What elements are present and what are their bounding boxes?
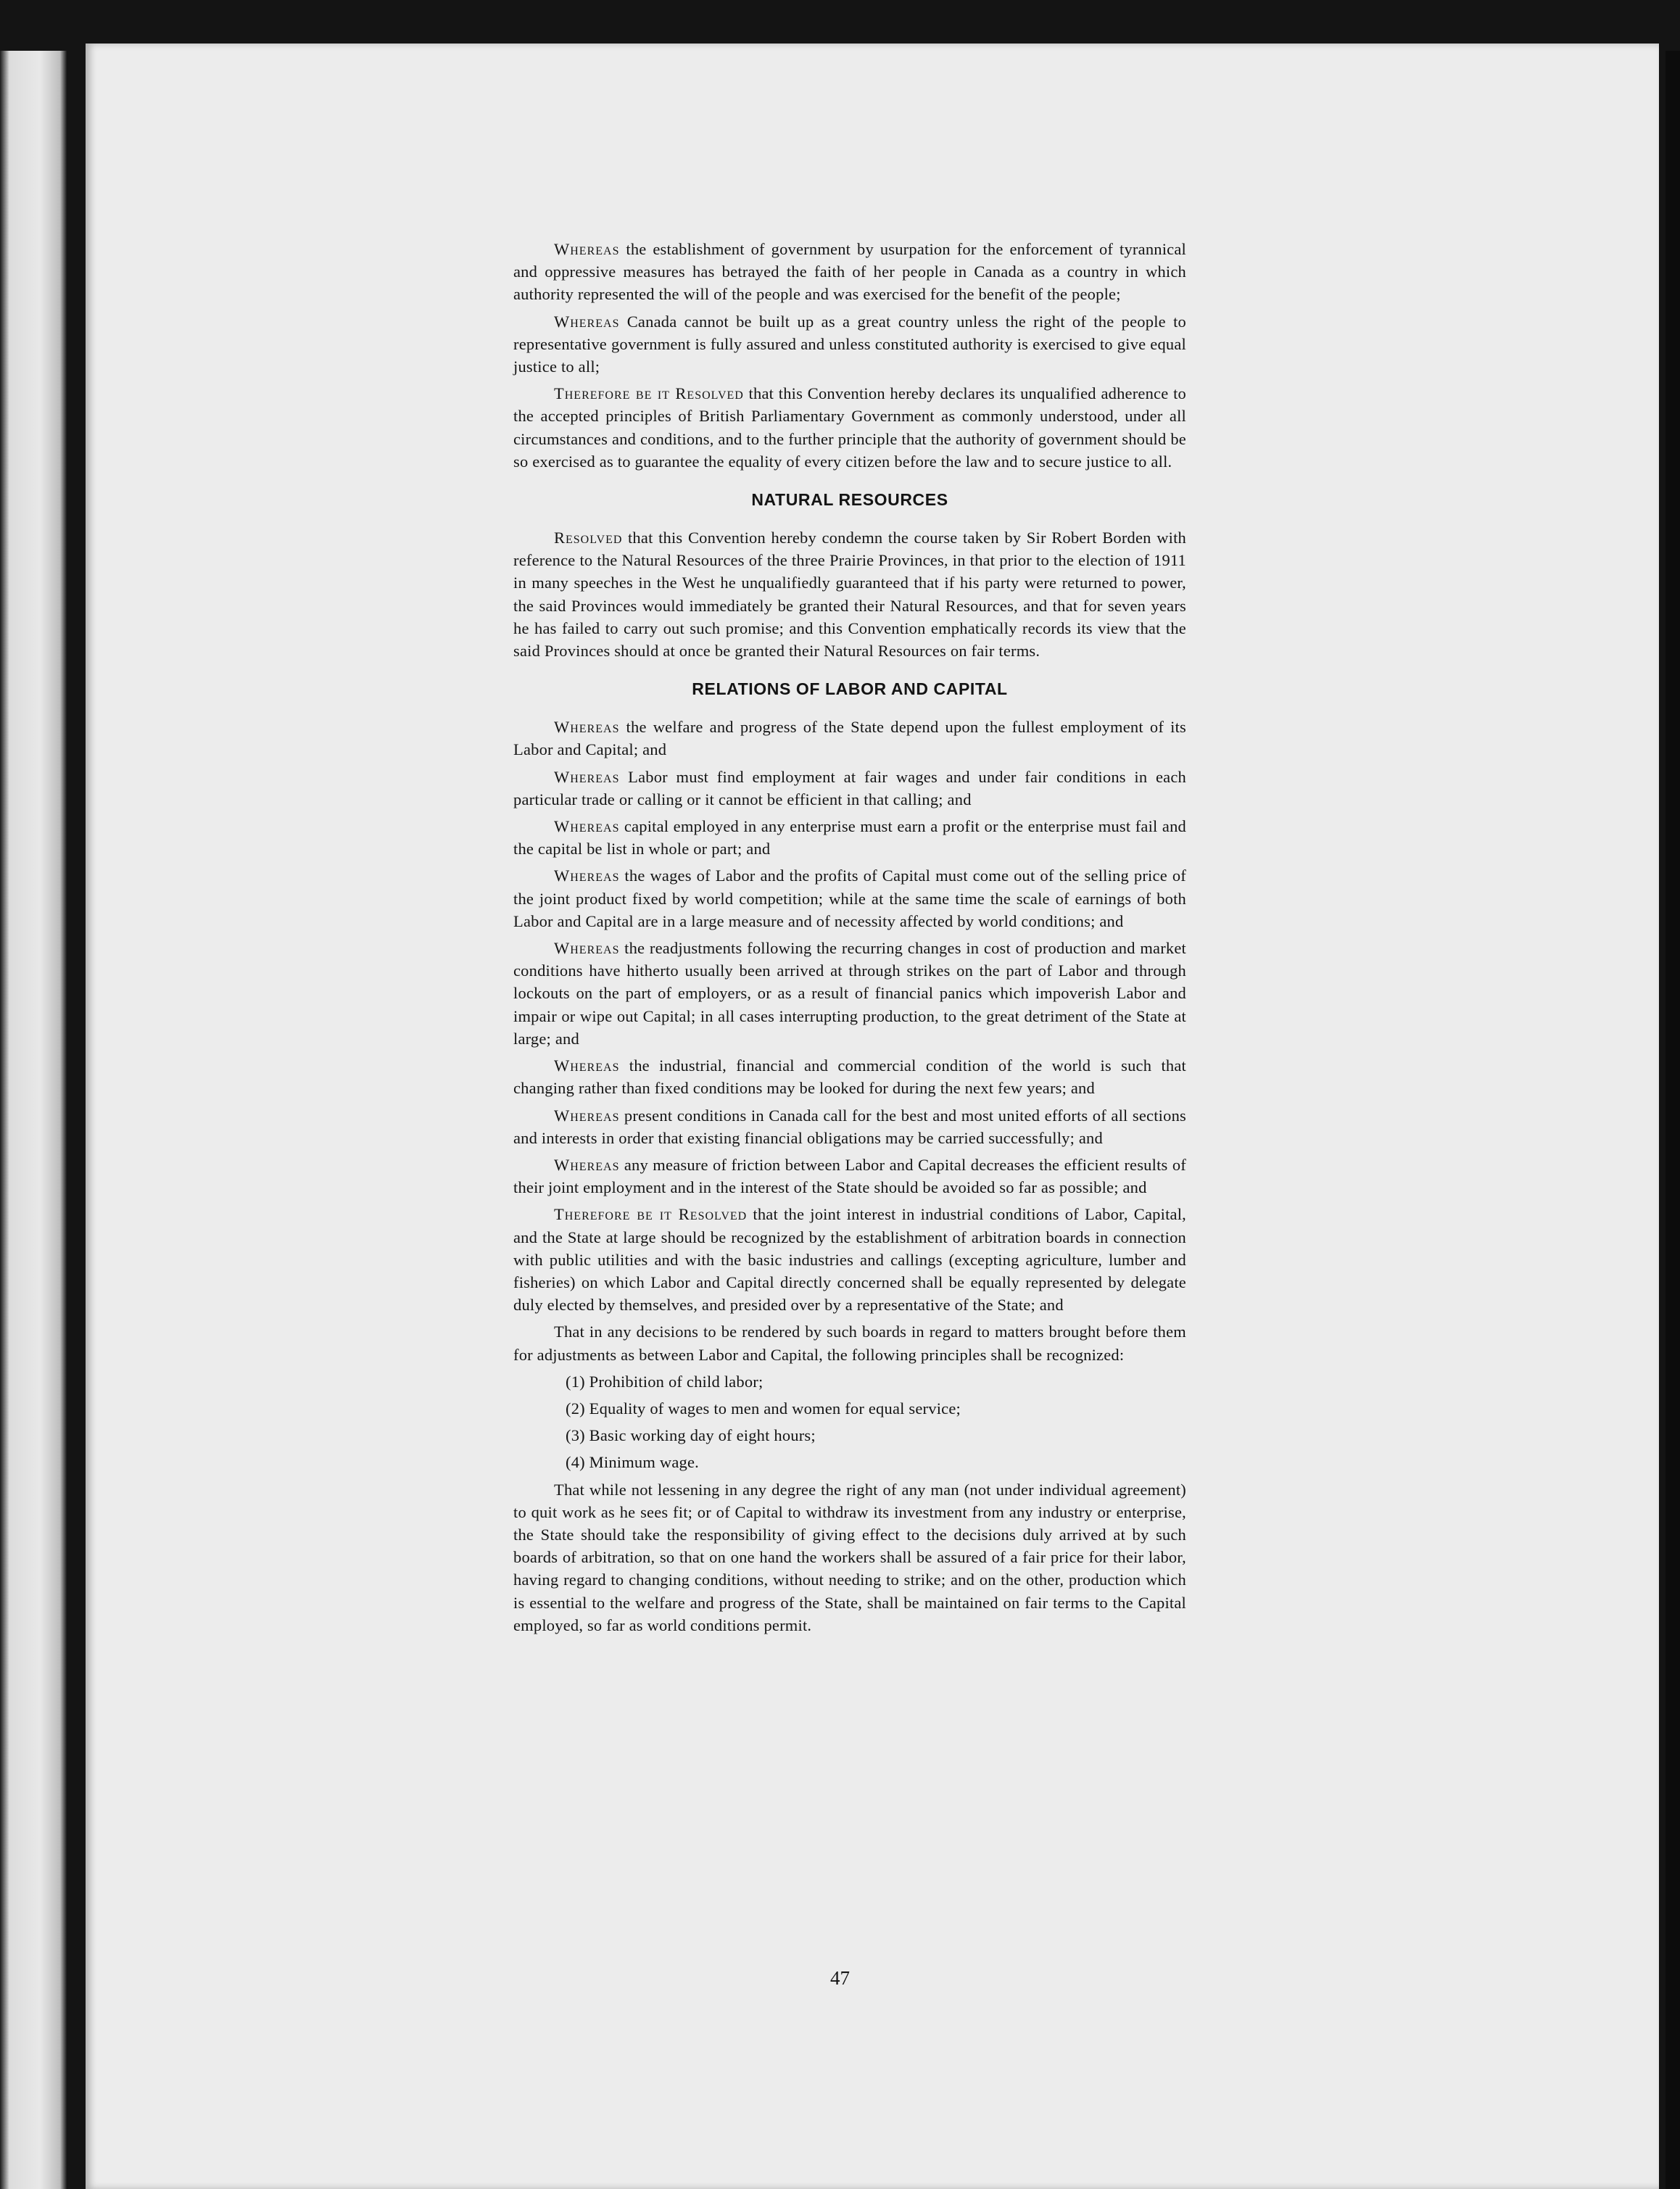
paragraph — [513, 937, 1186, 1050]
paragraph-lead: Whereas — [554, 1155, 620, 1174]
paragraph-text: Labor must find employment at fair wages and under fair conditions in each particular trade or calling or it cannot be efficient in that calling; and — [513, 767, 1186, 808]
paragraph — [513, 310, 1186, 378]
scan-border — [1665, 51, 1680, 2189]
paragraph-text: that this Convention hereby declares its unqualified adherence to the accepted principles of British Parliamentary Government as commonly understood, under all circumstances and conditions, and to the further principle that the authority of government should be so exercised as to guarantee the equality of every citizen before the law and to secure justice to all. — [513, 384, 1187, 471]
paragraph-lead: Whereas — [554, 240, 620, 258]
paragraph — [513, 382, 1186, 473]
paragraph-lead: Whereas — [554, 767, 620, 786]
paragraph-lead: Whereas — [554, 718, 620, 737]
adjacent-page-edge — [0, 51, 67, 2189]
paragraph — [513, 1154, 1186, 1199]
paragraph — [513, 815, 1186, 860]
paragraph — [513, 1320, 1186, 1365]
section-heading-natural-resources: NATURAL RESOURCES — [751, 490, 948, 510]
page-number-text: 47 — [830, 1967, 850, 1989]
paragraph-lead: Whereas — [554, 939, 620, 958]
paragraph-text: the readjustments following the recurring changes in cost of production and market conditions have hitherto usually been arrived at through strikes on the part of Labor and through lockouts on the part of employers, or as a result of financial panics which impoverish Labor and impair or wipe out Capital; in all cases interrupting production, to the great detriment of the State at large; and — [513, 939, 1186, 1048]
paragraph — [513, 238, 1186, 306]
paragraph-text: present conditions in Canada call for the best and most united efforts of all sections and interests in order that existing financial obligations may be carried successfully; and — [513, 1106, 1186, 1147]
paragraph-lead: Whereas — [554, 1106, 620, 1125]
paragraph-lead: Whereas — [554, 866, 620, 885]
paragraph-lead: Whereas — [554, 817, 620, 836]
paragraph — [513, 864, 1186, 932]
paragraph-text: That in any decisions to be rendered by such boards in regard to matters brought before them for adjustments as between Labor and Capital, the following principles shall be recognized: — [513, 1323, 1186, 1364]
list-item: (2) Equality of wages to men and women for equal service; — [566, 1399, 961, 1418]
paragraph-lead: Therefore be it Resolved — [554, 1205, 748, 1224]
paragraph — [513, 1054, 1186, 1099]
paragraph-lead: Whereas — [554, 312, 620, 331]
paragraph — [513, 1203, 1186, 1316]
paragraph-text: the welfare and progress of the State depend upon the fullest employment of its Labor and Capital; and — [513, 718, 1186, 759]
paragraph — [513, 526, 1186, 662]
paragraph-text: that the joint interest in industrial conditions of Labor, Capital, and the State at large should be recognized by the establishment of arbitration boards in connection with public utilities and with the basic industries and callings (excepting agriculture, lumber and fisheries) on which Labor and Capital directly concerned shall be equally represented by delegate duly elected by themselves, and presided over by a representative of the State; and — [513, 1205, 1186, 1315]
list-item: (4) Minimum wage. — [566, 1453, 699, 1472]
paragraph-text: the industrial, financial and commercial condition of the world is such that changing rather than fixed conditions may be looked for during the next few years; and — [513, 1056, 1186, 1098]
list-item: (3) Basic working day of eight hours; — [566, 1426, 816, 1445]
paragraph-text: the wages of Labor and the profits of Capital must come out of the selling price of the joint product fixed by world competition; while at the same time the scale of earnings of both Labor and Capital are in a large measure and of necessity affected by world conditions; and — [513, 866, 1186, 930]
paragraph-lead: Resolved — [554, 529, 623, 547]
closing-paragraph: That while not lessening in any degree the right of any man (not under individual agreement) to quit work as he sees fit; or of Capital to withdraw its investment from any industry or enterprise, the State should take the responsibility of giving effect to the decisions duly arrived at by such boards of arbitration, so that on one hand the workers shall be assured of a fair price for their labor, having regard to changing conditions, without needing to strike; and on the other, production which is essential to the welfare and progress of the State, shall be maintained on fair terms to the Capital employed, so far as world conditions permit. — [513, 1480, 1186, 1634]
paragraph-lead: Therefore be it Resolved — [554, 384, 744, 403]
list-item: (1) Prohibition of child labor; — [566, 1372, 764, 1391]
section-heading-labor-capital: RELATIONS OF LABOR AND CAPITAL — [692, 679, 1008, 699]
paragraph — [513, 1104, 1186, 1149]
paragraph — [513, 716, 1186, 761]
principles-list — [513, 1370, 1186, 1474]
paragraph-text: the establishment of government by usurpation for the enforcement of tyrannical and oppressive measures has betrayed the faith of her people in Canada as a country in which authority represented the will of the people and was exercised for the benefit of the people; — [513, 240, 1186, 304]
page-number — [0, 1967, 1680, 1990]
paragraph-text: that this Convention hereby condemn the course taken by Sir Robert Borden with reference to the Natural Resources of the three Prairie Provinces, in that prior to the election of 1911 in many speeches in the West he unqualifiedly guaranteed that if his party were returned to power, the said Provinces would immediately be granted their Natural Resources, and that for seven years he has failed to carry out such promise; and this Convention emphatically records its view that the said Provinces should at once be granted their Natural Resources on fair terms. — [513, 529, 1186, 661]
paragraph-text: capital employed in any enterprise must earn a profit or the enterprise must fail and the capital be list in whole or part; and — [513, 817, 1186, 858]
paragraph-text: any measure of friction between Labor and Capital decreases the efficient results of their joint employment and in the interest of the State should be avoided so far as possible; and — [513, 1155, 1186, 1197]
paragraph — [513, 766, 1186, 811]
page-body — [513, 238, 1186, 1641]
paragraph-text: Canada cannot be built up as a great country unless the right of the people to representative government is fully assured and unless constituted authority is exercised to give equal justice to all; — [513, 312, 1186, 376]
paragraph-lead: Whereas — [554, 1056, 620, 1075]
